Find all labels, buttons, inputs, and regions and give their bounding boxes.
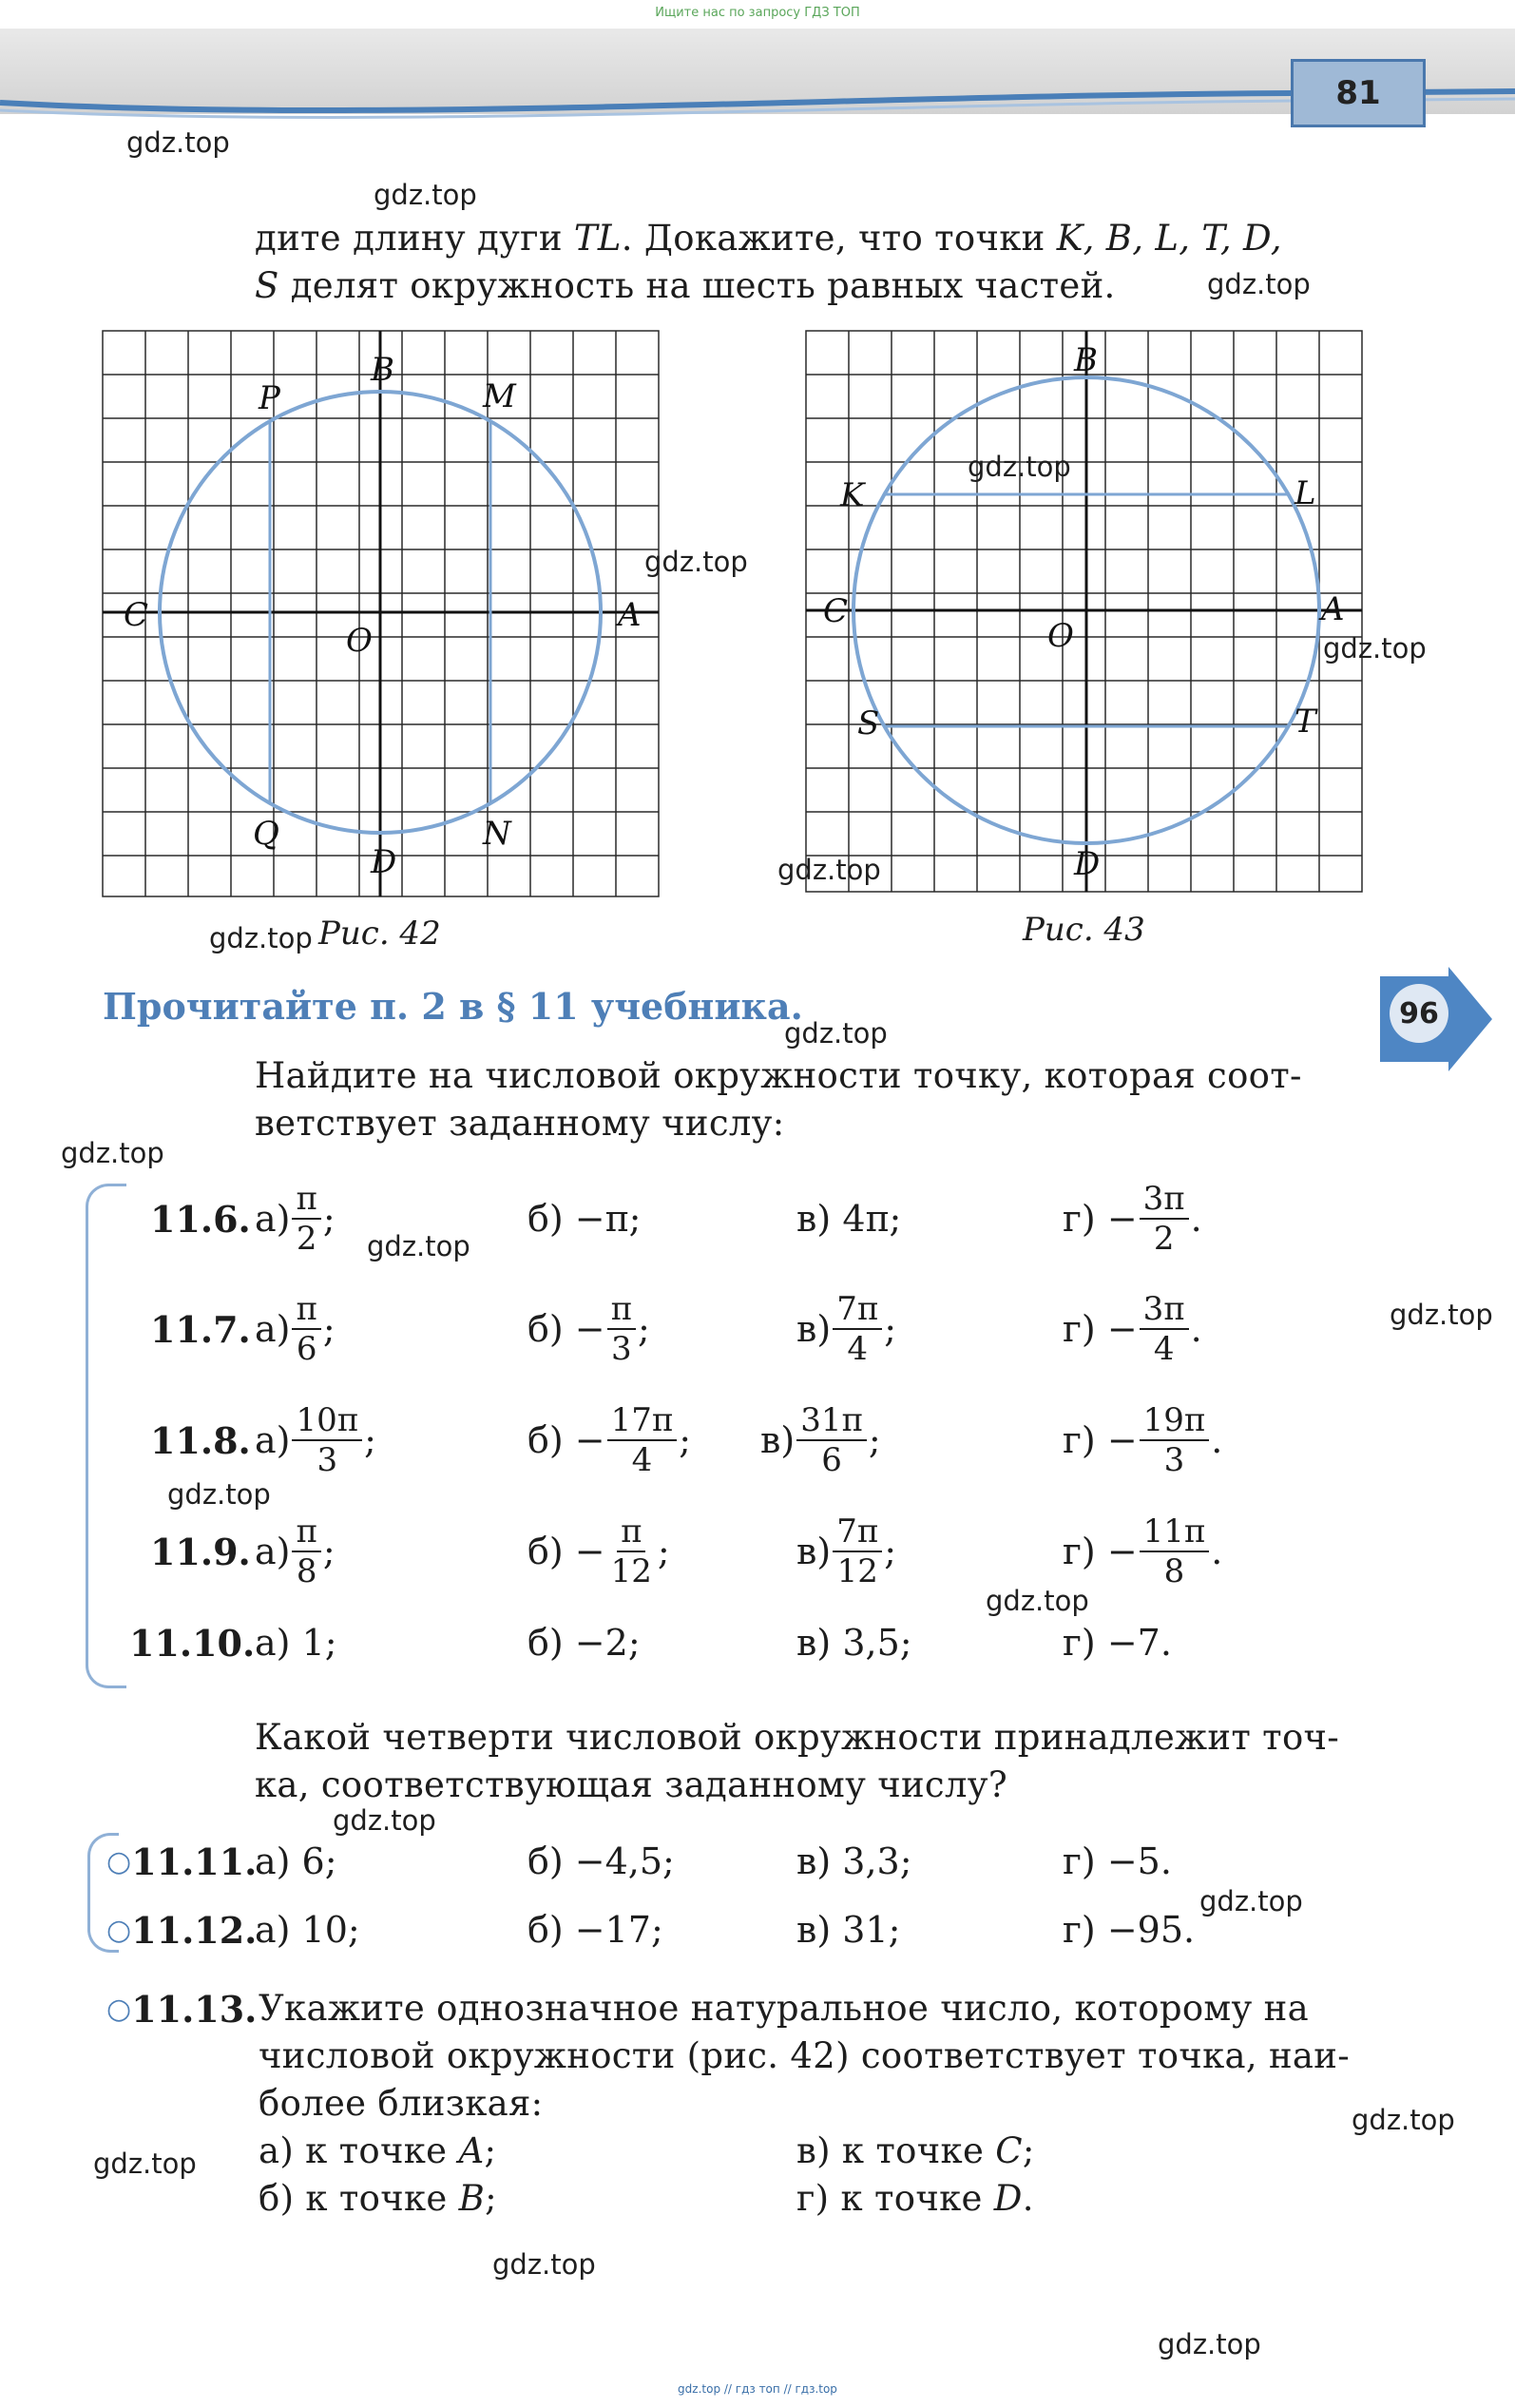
figure-42	[95, 323, 665, 913]
ex-11-9-c: в) $\frac{7\pi}{12}$ ;	[796, 1512, 897, 1590]
ex-11-6-a: а) $\frac{\pi}{2}$ ;	[255, 1180, 336, 1258]
side-tab-number: 96	[1390, 984, 1448, 1043]
ex-11-11-a: а) 6;	[255, 1840, 337, 1882]
ex-11-6-d: г) − $\frac{3\pi}{2}$ .	[1063, 1180, 1202, 1258]
fig43-label-O: O	[1047, 617, 1074, 655]
watermark: gdz.top	[1390, 1299, 1493, 1331]
fig43-label-K: K	[840, 476, 865, 514]
fig42-label-Q: Q	[253, 815, 279, 853]
watermark: gdz.top	[1158, 2328, 1261, 2360]
watermark: gdz.top	[1323, 632, 1427, 665]
fig42-label-N: N	[483, 815, 511, 853]
watermark: gdz.top	[61, 1137, 164, 1169]
ex-11-10-d: г) −7.	[1063, 1622, 1172, 1664]
ex-11-11-c: в) 3,3;	[796, 1840, 912, 1882]
ex-11-9-d: г) − $\frac{11\pi}{8}$ .	[1063, 1512, 1223, 1590]
exercise-11-8: 11.8.	[150, 1418, 251, 1462]
ex-11-7-b: б) − $\frac{\pi}{3}$ ;	[527, 1290, 650, 1368]
fig43-label-S: S	[857, 704, 880, 742]
ex-11-12-b: б) −17;	[527, 1909, 663, 1951]
intro-line-2: S делят окружность на шесть равных частей.	[255, 265, 1116, 306]
ex-11-7-c: в) $\frac{7\pi}{4}$ ;	[796, 1290, 897, 1368]
ex-11-12-c: в) 31;	[796, 1909, 901, 1951]
watermark: gdz.top	[777, 854, 881, 886]
ex-11-8-b: б) − $\frac{17\pi}{4}$ ;	[527, 1401, 692, 1479]
exercise-11-6: 11.6.	[150, 1197, 251, 1241]
top-note: Ищите нас по запросу ГДЗ ТОП	[655, 6, 860, 20]
exercise-11-7: 11.7.	[150, 1307, 251, 1351]
ex-11-13-d: г) к точке D.	[796, 2178, 1034, 2219]
task1-line-1: Найдите на числовой окружности точку, которая соот-	[255, 1055, 1302, 1096]
ex-11-6-c: в) 4π;	[796, 1198, 902, 1240]
ex-11-13-line-1: Укажите однозначное натуральное число, которому на	[259, 1988, 1309, 2029]
ex-11-10-b: б) −2;	[527, 1622, 641, 1664]
header-band	[0, 0, 1515, 143]
ex-11-7-d: г) − $\frac{3\pi}{4}$ .	[1063, 1290, 1202, 1368]
ex-11-13-a: а) к точке A;	[259, 2130, 497, 2171]
figure-43	[798, 323, 1369, 903]
fig43-label-D: D	[1074, 845, 1101, 883]
ex-11-8-c: в) $\frac{31\pi}{6}$ ;	[760, 1401, 881, 1479]
ex-11-11-b: б) −4,5;	[527, 1840, 675, 1882]
section-title: Прочитайте п. 2 в § 11 учебника.	[103, 985, 803, 1028]
fig42-caption: Рис. 42	[318, 915, 441, 953]
watermark: gdz.top	[126, 126, 230, 159]
ex-11-13-b: б) к точке B;	[259, 2178, 497, 2219]
ex-11-6-b: б) −π;	[527, 1198, 642, 1240]
task2-line-2: ка, соответствующая заданному числу?	[255, 1764, 1007, 1805]
ex-11-12-a: а) 10;	[255, 1909, 360, 1951]
ex-11-10-a: а) 1;	[255, 1622, 337, 1664]
watermark: gdz.top	[167, 1478, 271, 1511]
ex-11-12-d: г) −95.	[1063, 1909, 1196, 1951]
exercise-11-11: ○ 11.11.	[106, 1840, 258, 1883]
ex-11-10-c: в) 3,5;	[796, 1622, 912, 1664]
ex-11-13-line-3: более близкая:	[259, 2083, 544, 2124]
watermark: gdz.top	[1207, 268, 1311, 300]
fig42-label-D: D	[371, 843, 397, 881]
ex-11-9-a: а) $\frac{\pi}{8}$ ;	[255, 1512, 336, 1590]
fig43-label-C: C	[823, 592, 849, 630]
watermark: gdz.top	[492, 2248, 596, 2281]
watermark: gdz.top	[93, 2148, 197, 2180]
exercise-11-9: 11.9.	[150, 1530, 251, 1573]
watermark: gdz.top	[986, 1585, 1089, 1617]
exercise-group-bracket	[86, 1184, 126, 1688]
exercise-11-12: ○ 11.12.	[106, 1908, 258, 1952]
ex-11-8-d: г) − $\frac{19\pi}{3}$ .	[1063, 1401, 1223, 1479]
fig42-label-M: M	[483, 377, 516, 415]
watermark: gdz.top	[644, 546, 748, 578]
ex-11-7-a: а) $\frac{\pi}{6}$ ;	[255, 1290, 336, 1368]
watermark: gdz.top	[209, 922, 313, 954]
bottom-note: gdz.top // гдз топ // гдз.top	[678, 2382, 837, 2396]
fig42-label-O: O	[346, 622, 373, 660]
fig42-label-B: B	[371, 351, 394, 389]
ex-11-13-line-2: числовой окружности (рис. 42) соответствует точка, наи-	[259, 2035, 1351, 2076]
ex-11-9-b: б) − $\frac{\pi}{12}$ ;	[527, 1512, 670, 1590]
watermark: gdz.top	[367, 1230, 470, 1262]
exercise-11-13: ○ 11.13.	[106, 1987, 258, 2031]
fig42-label-A: A	[618, 596, 642, 634]
watermark: gdz.top	[968, 451, 1071, 483]
fig43-caption: Рис. 43	[1023, 911, 1145, 949]
watermark: gdz.top	[1199, 1885, 1303, 1917]
watermark: gdz.top	[1352, 2104, 1455, 2136]
watermark: gdz.top	[333, 1804, 436, 1837]
ex-11-11-d: г) −5.	[1063, 1840, 1172, 1882]
exercise-11-10: 11.10.	[129, 1621, 256, 1665]
fig43-label-L: L	[1294, 474, 1316, 512]
fig42-label-P: P	[259, 379, 280, 417]
fig43-label-B: B	[1074, 341, 1098, 379]
ex-11-8-a: а) $\frac{10\pi}{3}$ ;	[255, 1401, 376, 1479]
task1-line-2: ветствует заданному числу:	[255, 1103, 785, 1144]
fig42-label-C: C	[124, 596, 149, 634]
ex-11-13-c: в) к точке C;	[796, 2130, 1035, 2171]
watermark: gdz.top	[374, 179, 477, 211]
intro-line-1: дите длину дуги TL. Докажите, что точки K, B, L, T, D,	[255, 218, 1282, 259]
page-number: 81	[1291, 59, 1426, 127]
watermark: gdz.top	[784, 1017, 888, 1050]
fig43-label-A: A	[1321, 590, 1345, 628]
task2-line-1: Какой четверти числовой окружности принадлежит точ-	[255, 1717, 1340, 1758]
fig43-label-T: T	[1294, 703, 1316, 741]
